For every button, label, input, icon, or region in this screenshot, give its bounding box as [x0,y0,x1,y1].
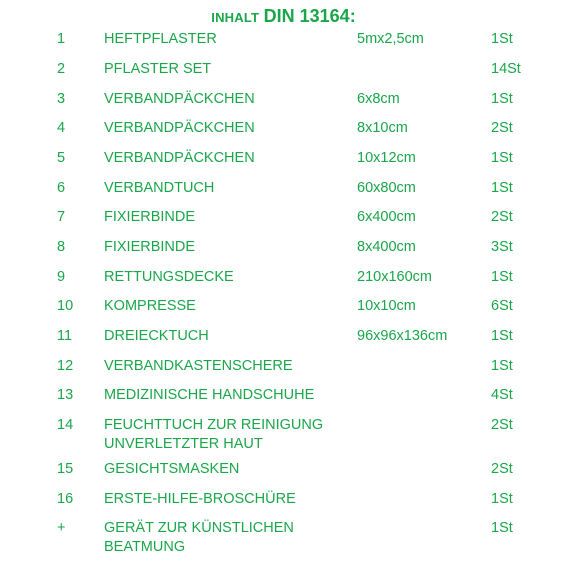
item-quantity: 1St [491,491,513,507]
item-quantity: 1St [491,358,513,374]
item-name-line: RETTUNGSDECKE [104,269,234,285]
item-size: 8x10cm [357,120,408,136]
item-name [104,90,255,109]
item-number: 16 [57,491,74,507]
item-number: + [57,520,66,536]
item-size: 6x400cm [357,209,416,225]
item-name [104,238,195,257]
item-name-line: PFLASTER SET [104,61,212,77]
item-name-line: HEFTPFLASTER [104,31,217,47]
item-quantity: 1St [491,31,513,47]
item-name-line: VERBANDTUCH [104,180,215,196]
item-name-line: BEATMUNG [104,539,186,555]
item-size: 10x12cm [357,150,416,166]
item-name [104,60,211,79]
item-number: 5 [57,150,66,166]
item-name [104,357,293,376]
item-name [104,208,195,227]
item-quantity: 1St [491,520,513,536]
item-number: 14 [57,417,74,433]
item-name-line: VERBANDPÄCKCHEN [104,91,255,107]
item-name-line: FEUCHTTUCH ZUR REINIGUNG [104,417,324,433]
item-name [104,519,294,557]
item-name-line: VERBANDPÄCKCHEN [104,120,255,136]
item-number: 10 [57,298,74,314]
item-number: 1 [57,31,66,47]
item-quantity: 1St [491,180,513,196]
item-size: 6x8cm [357,91,400,107]
title-main: DIN 13164: [263,6,356,26]
item-quantity: 4St [491,387,513,403]
item-quantity: 14St [491,61,521,77]
item-number: 13 [57,387,74,403]
item-name [104,297,196,316]
item-name-line: KOMPRESSE [104,298,196,314]
item-number: 15 [57,461,74,477]
item-number: 4 [57,120,66,136]
item-name-line: GERÄT ZUR KÜNSTLICHEN [104,520,294,536]
item-size: 8x400cm [357,239,416,255]
item-name-line: UNVERLETZTER HAUT [104,436,263,452]
title [0,6,567,28]
item-name [104,490,296,509]
item-name-line: VERBANDKASTENSCHERE [104,358,293,374]
item-size: 210x160cm [357,269,432,285]
item-quantity: 6St [491,298,513,314]
item-quantity: 2St [491,120,513,136]
item-quantity: 2St [491,461,513,477]
item-name-line: FIXIERBINDE [104,209,196,225]
item-size: 10x10cm [357,298,416,314]
item-name [104,460,239,479]
item-quantity: 1St [491,91,513,107]
item-name [104,179,214,198]
item-quantity: 2St [491,417,513,433]
item-name [104,119,255,138]
item-number: 3 [57,91,66,107]
item-number: 8 [57,239,66,255]
item-quantity: 3St [491,239,513,255]
item-number: 2 [57,61,66,77]
item-name-line: GESICHTSMASKEN [104,461,240,477]
item-name-line: ERSTE-HILFE-BROSCHÜRE [104,491,296,507]
item-number: 7 [57,209,66,225]
item-name [104,268,234,287]
item-number: 12 [57,358,74,374]
item-name-line: DREIECKTUCH [104,328,209,344]
item-name-line: FIXIERBINDE [104,239,196,255]
item-name [104,327,209,346]
item-name [104,149,255,168]
item-name-line: MEDIZINISCHE HANDSCHUHE [104,387,315,403]
item-name [104,30,217,49]
item-quantity: 1St [491,269,513,285]
item-name [104,416,323,454]
item-name [104,386,314,405]
item-number: 6 [57,180,66,196]
item-size: 60x80cm [357,180,416,196]
item-quantity: 2St [491,209,513,225]
item-number: 9 [57,269,66,285]
item-number: 11 [57,328,73,344]
title-prefix: INHALT [211,10,260,25]
item-quantity: 1St [491,328,513,344]
item-size: 5mx2,5cm [357,31,424,47]
item-size: 96x96x136cm [357,328,448,344]
item-name-line: VERBANDPÄCKCHEN [104,150,255,166]
item-quantity: 1St [491,150,513,166]
